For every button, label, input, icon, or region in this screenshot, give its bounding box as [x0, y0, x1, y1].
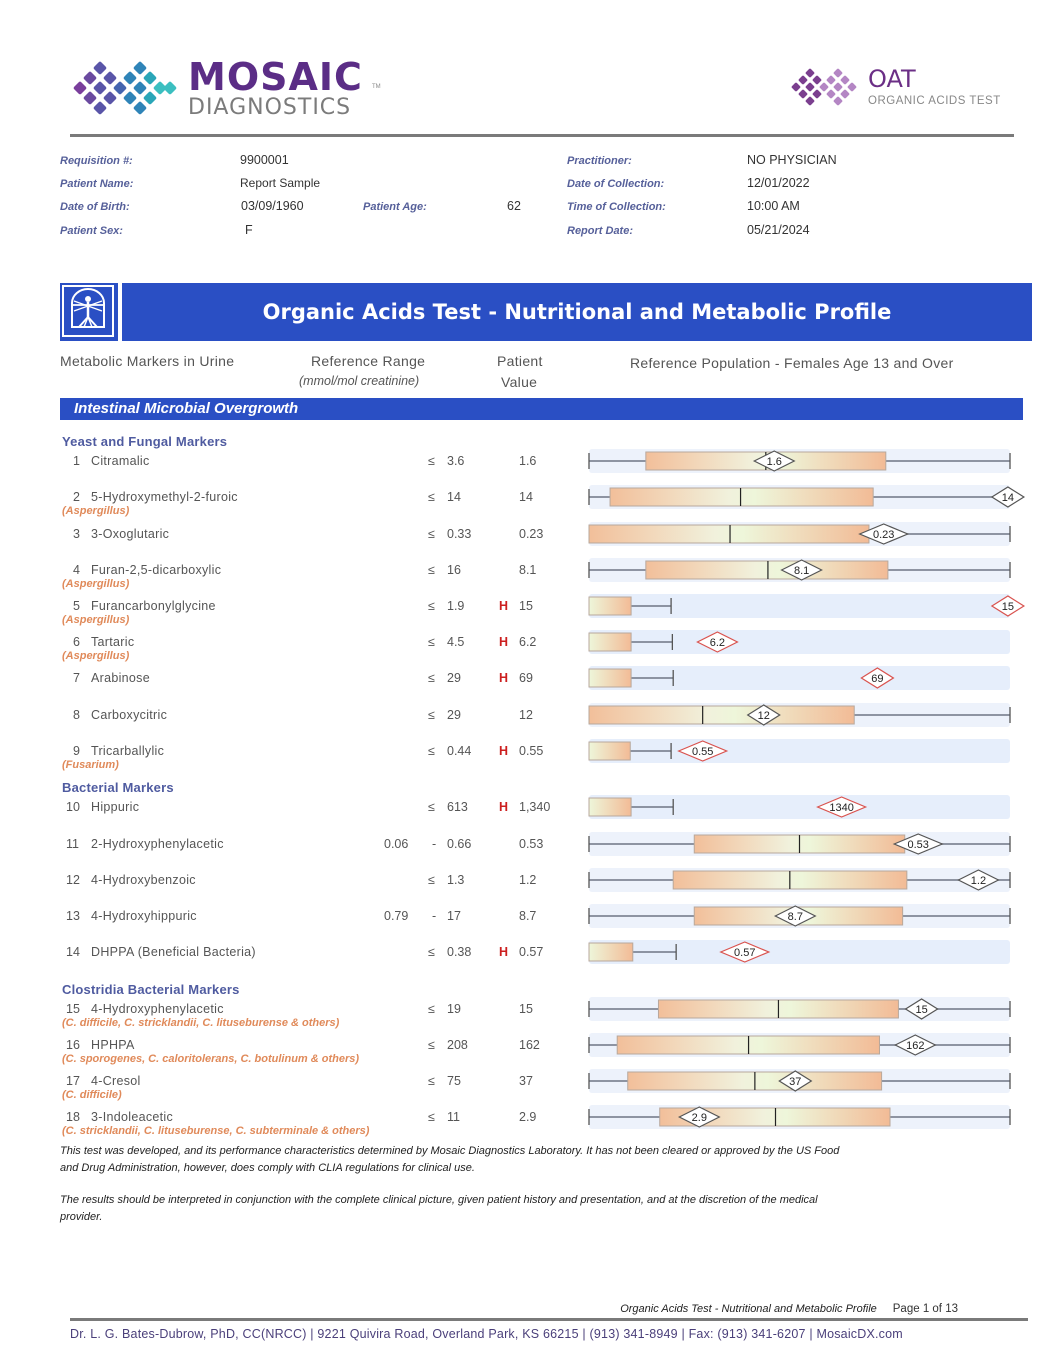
patient-value: 0.55 — [519, 744, 544, 758]
marker-name: Citramalic — [91, 454, 150, 468]
header-divider — [70, 134, 1014, 137]
reference-operator: ≤ — [428, 1110, 435, 1124]
section-bar — [60, 398, 1023, 420]
logo-tile — [833, 68, 843, 78]
reference-population-chart — [585, 663, 1035, 693]
logo-tile — [812, 89, 822, 99]
reference-high: 11 — [447, 1110, 460, 1124]
marker-number: 14 — [66, 945, 80, 959]
reference-operator: - — [432, 837, 437, 851]
reference-high: 75 — [447, 1074, 461, 1088]
patient-sex-label: Patient Sex: — [60, 225, 123, 237]
reference-high: 0.44 — [447, 744, 472, 758]
practitioner-label: Practitioner: — [567, 155, 632, 167]
reference-operator: ≤ — [428, 671, 435, 685]
group-title: Yeast and Fungal Markers — [62, 434, 228, 449]
high-flag: H — [499, 945, 509, 959]
high-flag: H — [499, 671, 509, 685]
patient-value: 1,340 — [519, 800, 551, 814]
footer-meta — [70, 1303, 958, 1316]
patient-value-marker-label: 0.23 — [872, 529, 895, 541]
marker-organism: (Aspergillus) — [62, 505, 130, 517]
chart-box — [610, 488, 873, 506]
reference-operator: ≤ — [428, 800, 435, 814]
reference-population-chart — [585, 1066, 1035, 1096]
reference-operator: ≤ — [428, 454, 435, 468]
high-flag: H — [499, 744, 509, 758]
logo-tile — [805, 68, 815, 78]
vitruvian-man-icon — [62, 285, 114, 337]
reference-population-chart — [585, 1030, 1035, 1060]
patient-value-marker-label: 8.7 — [787, 911, 803, 923]
patient-value-marker-label: 1.2 — [970, 875, 987, 887]
logo-tile — [840, 89, 850, 99]
logo-tile — [826, 89, 836, 99]
report-date-value: 05/21/2024 — [747, 223, 810, 237]
chart-box — [589, 633, 631, 651]
disclaimer-fda: This test was developed, and its performance characteristics determined by Mosaic Diagnostics Laboratory. It has not been cleared or approved by the US Food and Drug Administration, however, does comply with CLIA regulations for clinical use. — [60, 1145, 840, 1174]
reference-population-chart — [585, 901, 1035, 931]
patient-name-label: Patient Name: — [60, 178, 134, 190]
reference-operator: ≤ — [428, 1074, 435, 1088]
patient-value: 2.9 — [519, 1110, 537, 1124]
marker-number: 10 — [66, 800, 80, 814]
logo-tile — [812, 75, 822, 85]
marker-name: DHPPA (Beneficial Bacteria) — [91, 945, 256, 959]
marker-name: 5-Hydroxymethyl-2-furoic — [91, 490, 238, 504]
high-flag: H — [499, 599, 509, 613]
reference-high: 208 — [447, 1038, 468, 1052]
section-title: Intestinal Microbial Overgrowth — [74, 400, 299, 417]
reference-high: 19 — [447, 1002, 461, 1016]
chart-box — [589, 742, 630, 760]
marker-organism: (Aspergillus) — [62, 614, 130, 626]
reference-high: 613 — [447, 800, 468, 814]
reference-operator: ≤ — [428, 744, 435, 758]
marker-number: 9 — [73, 744, 80, 758]
logo-tile — [93, 61, 107, 75]
reference-operator: ≤ — [428, 945, 435, 959]
reference-high: 0.38 — [447, 945, 472, 959]
group-title: Bacterial Markers — [62, 780, 174, 795]
patient-value: 1.6 — [519, 454, 537, 468]
reference-operator: ≤ — [428, 490, 435, 504]
logo-tile — [123, 91, 137, 105]
column-header-markers: Metabolic Markers in Urine — [60, 353, 235, 369]
reference-operator: ≤ — [428, 1038, 435, 1052]
dob-value: 03/09/1960 — [241, 199, 304, 213]
product-name: OAT — [868, 65, 916, 93]
marker-name: 4-Hydroxybenzoic — [91, 873, 196, 887]
marker-name: Tricarballylic — [91, 744, 165, 758]
oat-logo-mark — [790, 68, 860, 106]
logo-tile — [133, 101, 147, 115]
marker-number: 11 — [66, 837, 79, 851]
patient-value-marker-label: 1.6 — [766, 456, 782, 468]
reference-operator: ≤ — [428, 563, 435, 577]
logo-tile — [143, 71, 157, 85]
patient-value-marker-label: 14 — [1001, 492, 1015, 504]
marker-number: 18 — [66, 1110, 80, 1124]
reference-operator: ≤ — [428, 873, 435, 887]
patient-value: 69 — [519, 671, 533, 685]
column-header-patient: Patient — [497, 353, 543, 369]
patient-value-marker-label: 162 — [906, 1040, 925, 1052]
patient-value-marker-label: 12 — [757, 710, 770, 722]
marker-number: 1 — [73, 454, 80, 468]
marker-number: 7 — [73, 671, 80, 685]
reference-high: 0.66 — [447, 837, 472, 851]
logo-tile — [798, 75, 808, 85]
footer-address: Dr. L. G. Bates-Dubrow, PhD, CC(NRCC) | 9221 Quivira Road, Overland Park, KS 66215 | (913) 341-8949 | Fax: (913) 341-6207 | MosaicDX.com — [70, 1327, 903, 1341]
marker-number: 2 — [73, 490, 80, 504]
marker-number: 6 — [73, 635, 80, 649]
column-header-reference-range: Reference Range — [311, 353, 426, 369]
patient-value-marker-label: 69 — [871, 673, 884, 685]
marker-organism: (Aspergillus) — [62, 578, 130, 590]
reference-population-chart — [585, 627, 1035, 657]
patient-age-label: Patient Age: — [363, 201, 427, 213]
logo-tile — [163, 81, 177, 95]
requisition-value: 9900001 — [240, 153, 289, 167]
brand-trademark: TM — [372, 84, 381, 90]
brand-name: MOSAIC — [188, 55, 363, 99]
logo-tile — [805, 96, 815, 106]
patient-name-value: Report Sample — [240, 176, 321, 190]
reference-high: 3.6 — [447, 454, 465, 468]
patient-value: 37 — [519, 1074, 533, 1088]
reference-high: 4.5 — [447, 635, 465, 649]
patient-value: 6.2 — [519, 635, 537, 649]
footer-page-number: Page 1 of 13 — [892, 1303, 958, 1315]
dob-label: Date of Birth: — [60, 201, 130, 213]
logo-tile — [833, 96, 843, 106]
column-header-value: Value — [501, 374, 538, 390]
reference-low: 0.06 — [384, 837, 409, 851]
patient-value: 8.7 — [519, 909, 537, 923]
marker-organism: (C. sporogenes, C. caloritolerans, C. botulinum & others) — [62, 1053, 360, 1065]
marker-number: 16 — [66, 1038, 80, 1052]
collection-time-value: 10:00 AM — [747, 199, 800, 213]
patient-value: 8.1 — [519, 563, 537, 577]
logo-tile — [143, 91, 157, 105]
marker-number: 5 — [73, 599, 80, 613]
reference-population-chart — [585, 829, 1035, 859]
reference-population-chart — [585, 446, 1035, 476]
marker-name: Furan-2,5-dicarboxylic — [91, 563, 222, 577]
logo-tile — [113, 81, 127, 95]
reference-operator: ≤ — [428, 527, 435, 541]
reference-population-chart — [585, 482, 1035, 512]
marker-organism: (Aspergillus) — [62, 650, 130, 662]
patient-value-marker-label: 15 — [1001, 601, 1015, 613]
collection-date-value: 12/01/2022 — [747, 176, 810, 190]
chart-box — [589, 706, 854, 724]
product-sub: ORGANIC ACIDS TEST — [868, 95, 1001, 107]
high-flag: H — [499, 800, 509, 814]
patient-value-marker-label: 37 — [789, 1076, 802, 1088]
logo-tile — [83, 91, 97, 105]
reference-population-chart — [585, 1102, 1035, 1132]
marker-number: 3 — [73, 527, 80, 541]
reference-high: 1.9 — [447, 599, 465, 613]
chart-box — [589, 597, 631, 615]
reference-low: 0.79 — [384, 909, 409, 923]
patient-sex-value: F — [245, 223, 253, 237]
chart-box — [589, 798, 631, 816]
patient-value: 1.2 — [519, 873, 537, 887]
marker-name: Arabinose — [91, 671, 150, 685]
reference-high: 1.3 — [447, 873, 465, 887]
marker-number: 12 — [66, 873, 80, 887]
reference-population-chart — [585, 519, 1035, 549]
logo-tile — [847, 82, 857, 92]
marker-name: 2-Hydroxyphenylacetic — [91, 837, 224, 851]
patient-value-marker-label: 1340 — [829, 802, 854, 814]
reference-high: 17 — [447, 909, 461, 923]
logo-tile — [83, 71, 97, 85]
patient-value: 162 — [519, 1038, 540, 1052]
reference-population-chart — [585, 555, 1035, 585]
marker-number: 17 — [66, 1074, 80, 1088]
logo-tile — [123, 71, 137, 85]
reference-population-chart — [585, 736, 1035, 766]
reference-population-chart — [585, 700, 1035, 730]
reference-operator: - — [432, 909, 437, 923]
reference-population-chart — [585, 591, 1035, 621]
marker-name: 4-Hydroxyhippuric — [91, 909, 197, 923]
footer-divider — [70, 1318, 1028, 1321]
marker-name: 3-Oxoglutaric — [91, 527, 170, 541]
reference-operator: ≤ — [428, 635, 435, 649]
reference-high: 14 — [447, 490, 461, 504]
patient-value-marker-label: 0.55 — [691, 746, 714, 758]
patient-value-marker-label: 6.2 — [709, 637, 726, 649]
marker-number: 13 — [66, 909, 80, 923]
patient-value: 15 — [519, 599, 533, 613]
marker-name: 4-Hydroxyphenylacetic — [91, 1002, 224, 1016]
reference-high: 0.33 — [447, 527, 472, 541]
marker-name: Carboxycitric — [91, 708, 168, 722]
chart-box — [589, 943, 633, 961]
marker-name: 4-Cresol — [91, 1074, 141, 1088]
collection-time-label: Time of Collection: — [567, 201, 666, 213]
patient-value: 0.57 — [519, 945, 544, 959]
mosaic-logo-mark — [70, 60, 180, 116]
patient-value-marker-label: 8.1 — [793, 565, 810, 577]
reference-population-chart — [585, 792, 1035, 822]
reference-high: 16 — [447, 563, 461, 577]
marker-organism: (C. difficile) — [62, 1089, 122, 1101]
logo-tile — [840, 75, 850, 85]
marker-name: Tartaric — [91, 635, 135, 649]
logo-tile — [93, 101, 107, 115]
report-date-label: Report Date: — [567, 225, 634, 237]
marker-name: Hippuric — [91, 800, 140, 814]
group-title: Clostridia Bacterial Markers — [62, 982, 240, 997]
marker-organism: (C. difficile, C. stricklandii, C. lituseburense & others) — [62, 1017, 340, 1029]
patient-value-marker-label: 0.57 — [734, 947, 756, 959]
reference-high: 29 — [447, 671, 461, 685]
high-flag: H — [499, 635, 509, 649]
column-header-reference-unit: (mmol/mol creatinine) — [299, 374, 420, 388]
logo-tile — [73, 81, 87, 95]
patient-value-marker-label: 0.53 — [907, 839, 929, 851]
patient-value: 0.23 — [519, 527, 544, 541]
reference-operator: ≤ — [428, 708, 435, 722]
reference-population-chart — [585, 937, 1035, 967]
marker-number: 4 — [73, 563, 80, 577]
logo-tile — [819, 82, 829, 92]
logo-tile — [798, 89, 808, 99]
patient-value: 0.53 — [519, 837, 544, 851]
patient-value: 12 — [519, 708, 533, 722]
logo-tile — [103, 91, 117, 105]
chart-box — [646, 561, 888, 579]
patient-value-marker-label: 15 — [915, 1004, 928, 1016]
banner-title: Organic Acids Test - Nutritional and Metabolic Profile — [262, 300, 892, 324]
marker-number: 15 — [66, 1002, 80, 1016]
footer-report-title: Organic Acids Test - Nutritional and Metabolic Profile — [620, 1303, 877, 1315]
brand-sub: DIAGNOSTICS — [188, 95, 352, 120]
requisition-label: Requisition #: — [60, 155, 133, 167]
chart-box — [589, 525, 869, 543]
patient-value-marker-label: 2.9 — [691, 1112, 707, 1124]
patient-value: 14 — [519, 490, 533, 504]
logo-tile — [133, 81, 147, 95]
patient-age-value: 62 — [507, 199, 521, 213]
reference-population-chart — [585, 865, 1035, 895]
chart-box — [589, 669, 631, 687]
reference-operator: ≤ — [428, 1002, 435, 1016]
logo-tile — [826, 75, 836, 85]
logo-tile — [805, 82, 815, 92]
reference-population-chart — [585, 994, 1035, 1024]
disclaimer-clinical: The results should be interpreted in conjunction with the complete clinical picture, given patient history and presentation, and at the discretion of the medical provider. — [60, 1194, 818, 1223]
collection-date-label: Date of Collection: — [567, 178, 665, 190]
report-banner — [60, 283, 1032, 341]
column-header-population: Reference Population - Females Age 13 and Over — [630, 355, 954, 371]
logo-tile — [103, 71, 117, 85]
logo-tile — [833, 82, 843, 92]
patient-value: 15 — [519, 1002, 533, 1016]
marker-name: Furancarbonylglycine — [91, 599, 216, 613]
logo-tile — [133, 61, 147, 75]
reference-high: 29 — [447, 708, 461, 722]
marker-number: 8 — [73, 708, 80, 722]
marker-name: 3-Indoleacetic — [91, 1110, 174, 1124]
practitioner-value: NO PHYSICIAN — [747, 153, 837, 167]
marker-organism: (Fusarium) — [62, 759, 119, 771]
logo-tile — [791, 82, 801, 92]
logo-tile — [93, 81, 107, 95]
marker-name: HPHPA — [91, 1038, 135, 1052]
reference-operator: ≤ — [428, 599, 435, 613]
marker-organism: (C. stricklandii, C. lituseburense, C. subterminale & others) — [62, 1125, 370, 1137]
